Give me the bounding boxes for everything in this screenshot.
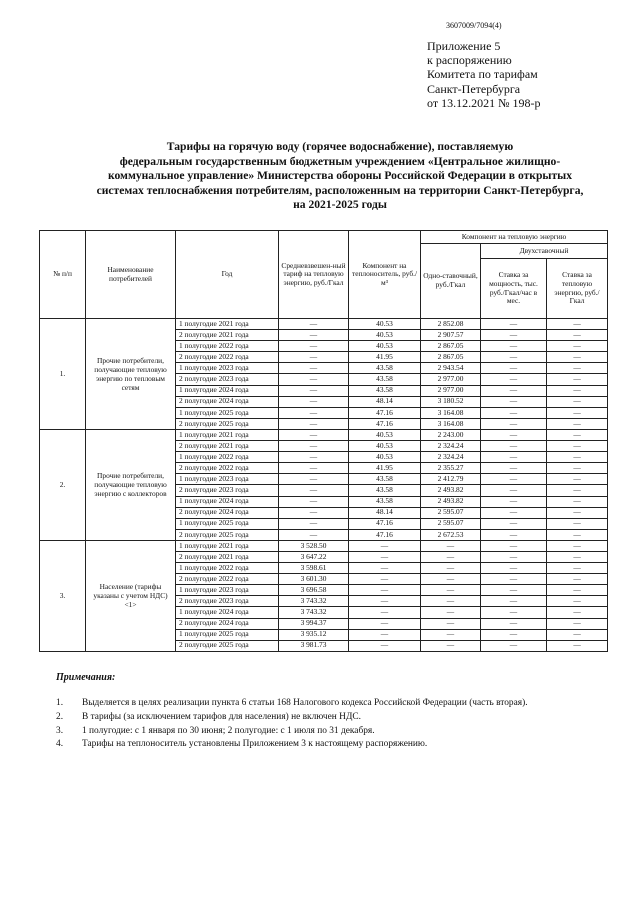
cell-year: 2 полугодие 2021 года [176, 441, 279, 452]
cell-carrier: — [349, 596, 421, 607]
cell-year: 2 полугодие 2021 года [176, 551, 279, 562]
header-year: Год [176, 231, 279, 319]
header-name: Наименование потребителей [86, 231, 176, 319]
table-body [40, 319, 608, 652]
cell-avg-tariff: — [279, 429, 349, 440]
header-energy-rate: Ставка за тепловую энергию, руб./Гкал [547, 259, 608, 319]
cell-single-rate: 2 355.27 [421, 463, 481, 474]
cell-year: 1 полугодие 2023 года [176, 585, 279, 596]
appendix-line: от 13.12.2021 № 198-р [427, 95, 541, 110]
cell-year: 1 полугодие 2021 года [176, 540, 279, 551]
cell-carrier: — [349, 540, 421, 551]
cell-avg-tariff: — [279, 396, 349, 407]
note-number: 1. [56, 698, 64, 708]
cell-energy-rate: — [547, 407, 608, 418]
cell-year: 2 полугодие 2025 года [176, 640, 279, 651]
note-number: 2. [56, 711, 64, 722]
appendix-line: к распоряжению [427, 53, 512, 68]
appendix-line: Приложение 5 [427, 39, 501, 53]
cell-power-rate: — [481, 474, 547, 485]
note-text: 1 полугодие: с 1 января по 30 июня; 2 полугодие: с 1 июля по 31 декабря. [82, 725, 375, 736]
cell-single-rate: 2 595.07 [421, 518, 481, 529]
cell-year: 2 полугодие 2023 года [176, 374, 279, 385]
cell-energy-rate: — [547, 618, 608, 629]
cell-year: 1 полугодие 2025 года [176, 518, 279, 529]
cell-single-rate: 2 907.57 [421, 330, 481, 341]
cell-energy-rate: — [547, 485, 608, 496]
note-number: 3. [56, 725, 64, 736]
header-single-rate: Одно-ставочный, руб./Гкал [421, 244, 481, 319]
cell-avg-tariff: — [279, 529, 349, 540]
cell-power-rate: — [481, 507, 547, 518]
title-line: системах теплоснабжения потребителям, расположенным на территории Санкт-Петербурга, [96, 183, 584, 197]
group-name: Прочие потребители, получающие тепловую энергию с коллекторов [86, 429, 176, 540]
cell-carrier: 43.58 [349, 485, 421, 496]
cell-power-rate: — [481, 330, 547, 341]
cell-single-rate: 2 243.00 [421, 429, 481, 440]
appendix-line: Санкт-Петербурга [427, 81, 521, 96]
cell-power-rate: — [481, 563, 547, 574]
cell-energy-rate: — [547, 463, 608, 474]
cell-energy-rate: — [547, 352, 608, 363]
cell-avg-tariff: — [279, 319, 349, 330]
cell-single-rate: 2 852.08 [421, 319, 481, 330]
cell-year: 2 полугодие 2021 года [176, 330, 279, 341]
cell-power-rate: — [481, 352, 547, 363]
cell-avg-tariff: 3 647.22 [279, 551, 349, 562]
cell-carrier: 47.16 [349, 529, 421, 540]
table-row [40, 540, 608, 551]
cell-power-rate: — [481, 319, 547, 330]
cell-year: 2 полугодие 2022 года [176, 463, 279, 474]
cell-energy-rate: — [547, 563, 608, 574]
cell-single-rate: — [421, 629, 481, 640]
cell-single-rate: — [421, 640, 481, 651]
cell-year: 2 полугодие 2024 года [176, 396, 279, 407]
cell-year: 1 полугодие 2022 года [176, 341, 279, 352]
cell-year: 2 полугодие 2023 года [176, 596, 279, 607]
cell-avg-tariff: 3 528.50 [279, 540, 349, 551]
cell-carrier: 48.14 [349, 507, 421, 518]
document-id: 3607009/7094(4) [446, 21, 502, 30]
cell-year: 2 полугодие 2022 года [176, 352, 279, 363]
cell-single-rate: 2 493.82 [421, 496, 481, 507]
cell-year: 2 полугодие 2025 года [176, 529, 279, 540]
cell-avg-tariff: — [279, 418, 349, 429]
header-energy-component: Компонент на тепловую энергию [421, 231, 608, 244]
table-row [40, 429, 608, 440]
cell-avg-tariff: 3 598.61 [279, 563, 349, 574]
cell-carrier: — [349, 618, 421, 629]
group-name: Прочие потребители, получающие тепловую энергию по тепловым сетям [86, 319, 176, 430]
cell-carrier: 43.58 [349, 474, 421, 485]
cell-power-rate: — [481, 452, 547, 463]
cell-single-rate: 2 412.79 [421, 474, 481, 485]
cell-power-rate: — [481, 374, 547, 385]
cell-carrier: 40.53 [349, 429, 421, 440]
cell-carrier: 47.16 [349, 407, 421, 418]
header-num: № п/п [40, 231, 86, 319]
cell-power-rate: — [481, 441, 547, 452]
cell-year: 1 полугодие 2024 года [176, 385, 279, 396]
cell-power-rate: — [481, 640, 547, 651]
cell-energy-rate: — [547, 330, 608, 341]
cell-power-rate: — [481, 596, 547, 607]
cell-avg-tariff: — [279, 441, 349, 452]
cell-carrier: 40.53 [349, 319, 421, 330]
group-number: 3. [40, 540, 86, 651]
cell-single-rate: 3 164.08 [421, 407, 481, 418]
cell-single-rate: 2 493.82 [421, 485, 481, 496]
cell-carrier: 43.58 [349, 496, 421, 507]
cell-power-rate: — [481, 618, 547, 629]
note-item [56, 738, 528, 752]
cell-year: 1 полугодие 2023 года [176, 474, 279, 485]
cell-energy-rate: — [547, 551, 608, 562]
cell-energy-rate: — [547, 507, 608, 518]
cell-energy-rate: — [547, 418, 608, 429]
cell-energy-rate: — [547, 396, 608, 407]
cell-avg-tariff: — [279, 363, 349, 374]
header-carrier-component: Компонент на теплоноситель, руб./м³ [349, 231, 421, 319]
cell-carrier: — [349, 563, 421, 574]
cell-carrier: 48.14 [349, 396, 421, 407]
cell-power-rate: — [481, 629, 547, 640]
appendix-line: Комитета по тарифам [427, 67, 538, 82]
cell-single-rate: 2 977.00 [421, 385, 481, 396]
cell-energy-rate: — [547, 540, 608, 551]
cell-avg-tariff: — [279, 452, 349, 463]
cell-power-rate: — [481, 518, 547, 529]
cell-year: 2 полугодие 2024 года [176, 618, 279, 629]
cell-energy-rate: — [547, 574, 608, 585]
cell-year: 1 полугодие 2022 года [176, 563, 279, 574]
cell-single-rate: — [421, 540, 481, 551]
title-line: Тарифы на горячую воду (горячее водоснабжение), поставляемую [166, 140, 514, 153]
cell-power-rate: — [481, 407, 547, 418]
cell-power-rate: — [481, 385, 547, 396]
cell-power-rate: — [481, 463, 547, 474]
notes-title: Примечания: [56, 672, 116, 683]
cell-energy-rate: — [547, 363, 608, 374]
cell-power-rate: — [481, 551, 547, 562]
cell-energy-rate: — [547, 319, 608, 330]
tariff-table [39, 230, 608, 652]
cell-year: 2 полугодие 2024 года [176, 507, 279, 518]
cell-avg-tariff: 3 601.30 [279, 574, 349, 585]
cell-power-rate: — [481, 540, 547, 551]
cell-single-rate: 3 164.08 [421, 418, 481, 429]
cell-power-rate: — [481, 418, 547, 429]
cell-carrier: — [349, 607, 421, 618]
cell-avg-tariff: 3 743.32 [279, 607, 349, 618]
cell-single-rate: — [421, 607, 481, 618]
note-text: В тарифы (за исключением тарифов для населения) не включен НДС. [82, 711, 361, 722]
cell-power-rate: — [481, 496, 547, 507]
cell-single-rate: — [421, 551, 481, 562]
cell-single-rate: 3 180.52 [421, 396, 481, 407]
cell-power-rate: — [481, 485, 547, 496]
title-line: федеральным государственным бюджетным учреждением «Центральное жилищно- [119, 154, 561, 168]
cell-avg-tariff: 3 935.12 [279, 629, 349, 640]
cell-avg-tariff: — [279, 496, 349, 507]
note-item [56, 697, 528, 711]
cell-single-rate: 2 672.53 [421, 529, 481, 540]
cell-carrier: — [349, 640, 421, 651]
cell-year: 1 полугодие 2021 года [176, 319, 279, 330]
cell-avg-tariff: 3 696.58 [279, 585, 349, 596]
cell-energy-rate: — [547, 607, 608, 618]
note-number: 4. [56, 739, 64, 750]
cell-carrier: 43.58 [349, 363, 421, 374]
cell-single-rate: — [421, 618, 481, 629]
cell-year: 1 полугодие 2021 года [176, 429, 279, 440]
cell-single-rate: 2 324.24 [421, 441, 481, 452]
cell-energy-rate: — [547, 529, 608, 540]
cell-energy-rate: — [547, 474, 608, 485]
cell-power-rate: — [481, 529, 547, 540]
header-two-rate: Двухставочный [481, 244, 608, 259]
cell-power-rate: — [481, 607, 547, 618]
note-item [56, 711, 528, 725]
cell-carrier: 40.53 [349, 441, 421, 452]
cell-energy-rate: — [547, 640, 608, 651]
cell-carrier: 47.16 [349, 418, 421, 429]
cell-carrier: 40.53 [349, 341, 421, 352]
cell-energy-rate: — [547, 596, 608, 607]
cell-avg-tariff: — [279, 374, 349, 385]
note-text: Тарифы на теплоноситель установлены Приложением 3 к настоящему распоряжению. [82, 739, 428, 750]
notes-section [56, 672, 528, 752]
note-item [56, 725, 528, 739]
cell-year: 2 полугодие 2022 года [176, 574, 279, 585]
cell-carrier: 43.58 [349, 374, 421, 385]
title-line: коммунальное управление» Министерства обороны Российской Федерации в открытых [107, 169, 573, 183]
cell-carrier: 41.95 [349, 352, 421, 363]
cell-energy-rate: — [547, 429, 608, 440]
cell-carrier: 43.58 [349, 385, 421, 396]
cell-carrier: — [349, 574, 421, 585]
cell-single-rate: — [421, 574, 481, 585]
cell-year: 1 полугодие 2022 года [176, 452, 279, 463]
cell-power-rate: — [481, 341, 547, 352]
cell-single-rate: — [421, 563, 481, 574]
cell-power-rate: — [481, 585, 547, 596]
cell-power-rate: — [481, 396, 547, 407]
table-header [40, 231, 608, 319]
cell-year: 1 полугодие 2025 года [176, 407, 279, 418]
cell-avg-tariff: 3 981.73 [279, 640, 349, 651]
cell-carrier: 41.95 [349, 463, 421, 474]
cell-avg-tariff: — [279, 341, 349, 352]
cell-single-rate: 2 595.07 [421, 507, 481, 518]
title-line: на 2021-2025 годы [293, 198, 387, 212]
cell-avg-tariff: — [279, 385, 349, 396]
cell-power-rate: — [481, 363, 547, 374]
cell-year: 1 полугодие 2024 года [176, 496, 279, 507]
cell-avg-tariff: — [279, 485, 349, 496]
cell-energy-rate: — [547, 496, 608, 507]
cell-carrier: 40.53 [349, 330, 421, 341]
cell-energy-rate: — [547, 629, 608, 640]
cell-year: 2 полугодие 2025 года [176, 418, 279, 429]
cell-energy-rate: — [547, 374, 608, 385]
cell-avg-tariff: — [279, 463, 349, 474]
cell-avg-tariff: — [279, 330, 349, 341]
cell-single-rate: — [421, 585, 481, 596]
cell-energy-rate: — [547, 452, 608, 463]
cell-avg-tariff: — [279, 407, 349, 418]
group-number: 1. [40, 319, 86, 430]
cell-single-rate: 2 867.05 [421, 341, 481, 352]
cell-energy-rate: — [547, 441, 608, 452]
cell-avg-tariff: — [279, 474, 349, 485]
cell-year: 2 полугодие 2023 года [176, 485, 279, 496]
cell-single-rate: 2 324.24 [421, 452, 481, 463]
cell-single-rate: 2 977.00 [421, 374, 481, 385]
cell-energy-rate: — [547, 341, 608, 352]
cell-carrier: 40.53 [349, 452, 421, 463]
cell-single-rate: 2 943.54 [421, 363, 481, 374]
cell-single-rate: 2 867.05 [421, 352, 481, 363]
cell-avg-tariff: — [279, 518, 349, 529]
appendix-block [427, 39, 541, 110]
cell-power-rate: — [481, 574, 547, 585]
cell-carrier: 47.16 [349, 518, 421, 529]
cell-power-rate: — [481, 429, 547, 440]
cell-single-rate: — [421, 596, 481, 607]
cell-year: 1 полугодие 2025 года [176, 629, 279, 640]
cell-avg-tariff: 3 743.32 [279, 596, 349, 607]
group-name: Население (тарифы указаны с учетом НДС) <1> [86, 540, 176, 651]
header-power-rate: Ставка за мощность, тыс. руб./Гкал/час в мес. [481, 259, 547, 319]
document-title [60, 140, 620, 213]
cell-carrier: — [349, 551, 421, 562]
cell-year: 1 полугодие 2023 года [176, 363, 279, 374]
cell-year: 1 полугодие 2024 года [176, 607, 279, 618]
header-avg-tariff: Средневзвешен-ный тариф на тепловую энергию, руб./Гкал [279, 231, 349, 319]
cell-energy-rate: — [547, 518, 608, 529]
cell-carrier: — [349, 629, 421, 640]
cell-energy-rate: — [547, 585, 608, 596]
cell-avg-tariff: — [279, 507, 349, 518]
group-number: 2. [40, 429, 86, 540]
cell-avg-tariff: — [279, 352, 349, 363]
note-text: Выделяется в целях реализации пункта 6 статьи 168 Налогового кодекса Российской Федерации (часть вторая). [82, 698, 528, 708]
table-row [40, 319, 608, 330]
cell-energy-rate: — [547, 385, 608, 396]
cell-carrier: — [349, 585, 421, 596]
cell-avg-tariff: 3 994.37 [279, 618, 349, 629]
